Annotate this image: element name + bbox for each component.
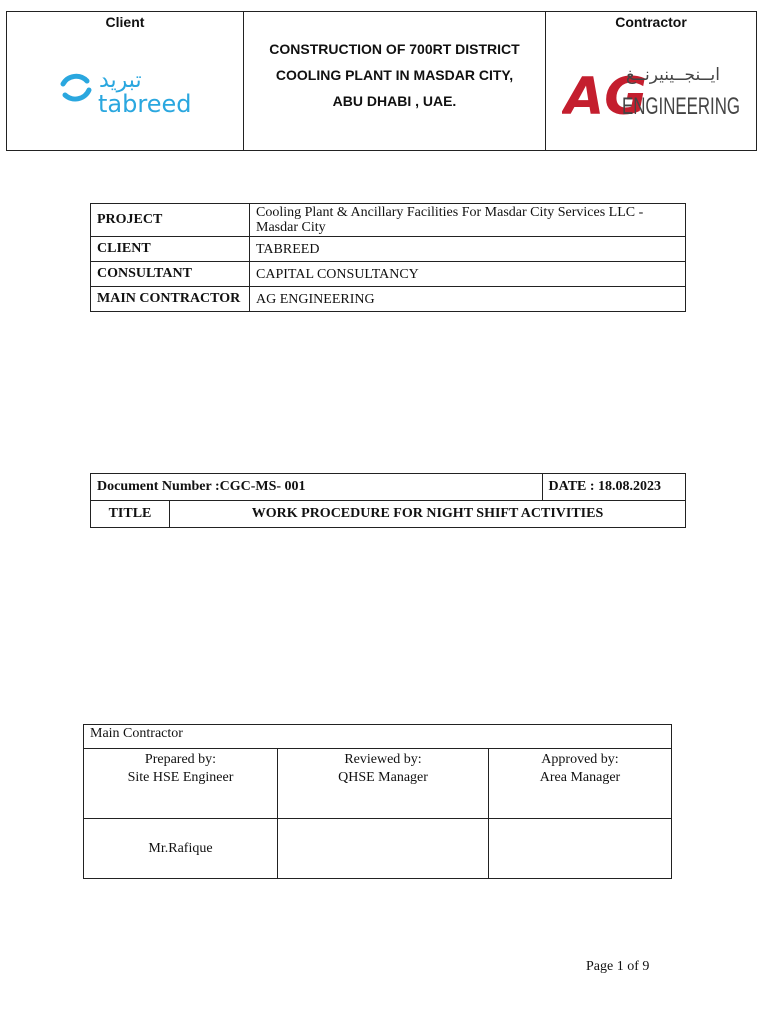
- contractor-cell: [546, 12, 756, 150]
- table-row: [91, 287, 686, 312]
- client-row-label: CLIENT: [91, 237, 250, 262]
- client-cell: [7, 12, 244, 150]
- project-label: PROJECT: [91, 204, 250, 237]
- table-row: [91, 501, 686, 528]
- document-header: [6, 11, 757, 151]
- project-heading-line-1: CONSTRUCTION OF 700RT DISTRICT: [269, 41, 520, 57]
- reviewed-by-cell: [278, 749, 489, 819]
- tabreed-logo: [53, 57, 213, 123]
- tabreed-arabic: تبريد: [99, 68, 142, 93]
- table-row: [84, 819, 672, 879]
- table-row: [91, 204, 686, 237]
- approved-by-name: [489, 819, 672, 879]
- approved-by-label: Approved by:: [541, 752, 619, 767]
- prepared-by-cell: [84, 749, 278, 819]
- ag-engineering-logo: [562, 52, 746, 122]
- reviewed-by-role: QHSE Manager: [338, 770, 428, 785]
- ag-mark: AG: [564, 67, 647, 122]
- project-heading-line-2: COOLING PLANT IN MASDAR CITY,: [275, 67, 514, 83]
- signature-table: [83, 724, 672, 879]
- main-contractor-label: MAIN CONTRACTOR: [91, 287, 250, 312]
- client-row-value: TABREED: [250, 237, 686, 262]
- ag-latin: ENGINEERING: [622, 93, 740, 120]
- project-heading: [259, 36, 529, 114]
- document-number: Document Number :CGC-MS- 001: [91, 474, 543, 501]
- page-number: Page 1 of 9: [586, 959, 650, 974]
- table-row: [84, 749, 672, 819]
- table-row: [91, 262, 686, 287]
- title-label: TITLE: [91, 501, 170, 528]
- ag-arabic: ايــنجــينيرنــغ: [626, 65, 720, 85]
- project-info-table: [90, 203, 686, 312]
- consultant-label: CONSULTANT: [91, 262, 250, 287]
- project-heading-line-3: ABU DHABI , UAE.: [332, 93, 457, 109]
- project-value: Cooling Plant & Ancillary Facilities For Masdar City Services LLC - Masdar City: [250, 204, 686, 237]
- project-heading-cell: [244, 12, 546, 150]
- table-row: [84, 725, 672, 749]
- client-label: Client: [105, 14, 145, 30]
- document-title: WORK PROCEDURE FOR NIGHT SHIFT ACTIVITIES: [170, 501, 686, 528]
- table-row: [91, 237, 686, 262]
- main-contractor-value: AG ENGINEERING: [250, 287, 686, 312]
- reviewed-by-label: Reviewed by:: [344, 752, 422, 767]
- tabreed-latin: tabreed: [98, 90, 192, 118]
- table-row: [91, 474, 686, 501]
- consultant-value: CAPITAL CONSULTANCY: [250, 262, 686, 287]
- document-info-table: [90, 473, 686, 528]
- prepared-by-name: Mr.Rafique: [84, 819, 278, 879]
- prepared-by-label: Prepared by:: [144, 752, 217, 767]
- reviewed-by-name: [278, 819, 489, 879]
- approved-by-cell: [489, 749, 672, 819]
- prepared-by-role: Site HSE Engineer: [127, 770, 234, 785]
- document-date: DATE : 18.08.2023: [542, 474, 685, 501]
- main-contractor-heading: Main Contractor: [84, 725, 672, 749]
- contractor-label: Contractor: [615, 14, 687, 30]
- approved-by-role: Area Manager: [539, 770, 621, 785]
